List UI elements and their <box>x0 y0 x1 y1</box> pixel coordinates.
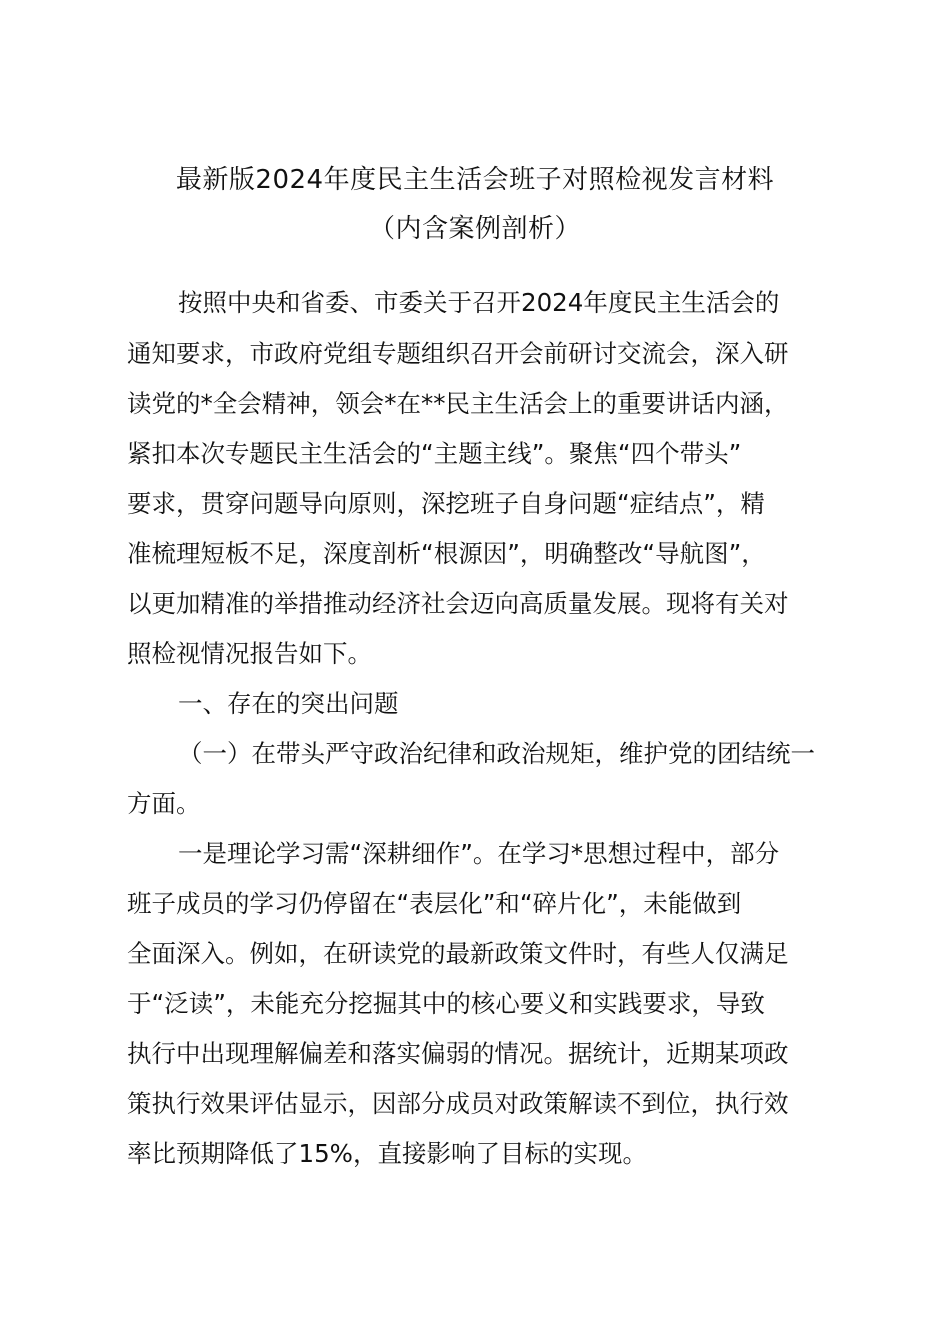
point-line: 一是理论学习需“深耕细作”。在学习*思想过程中，部分 <box>178 839 780 868</box>
subsection-heading-line: （一）在带头严守政治纪律和政治规矩，维护党的团结统一 <box>178 739 815 768</box>
intro-line: 读党的*全会精神，领会*在**民主生活会上的重要讲话内涵， <box>127 389 789 418</box>
point-line: 率比预期降低了15%，直接影响了目标的实现。 <box>127 1139 647 1168</box>
point-line: 于“泛读”，未能充分挖掘其中的核心要义和实践要求，导致 <box>127 989 765 1018</box>
point-line: 执行中出现理解偏差和落实偏弱的情况。据统计，近期某项政 <box>127 1039 789 1068</box>
document-title: 最新版2024年度民主生活会班子对照检视发言材料 <box>175 165 775 195</box>
intro-line: 照检视情况报告如下。 <box>127 639 372 668</box>
intro-line: 按照中央和省委、市委关于召开2024年度民主生活会的 <box>178 288 780 317</box>
point-line: 班子成员的学习仍停留在“表层化”和“碎片化”，未能做到 <box>127 889 742 918</box>
point-line: 策执行效果评估显示，因部分成员对政策解读不到位，执行效 <box>127 1089 789 1118</box>
intro-line: 准梳理短板不足，深度剖析“根源因”，明确整改“导航图”， <box>127 539 766 568</box>
intro-line: 紧扣本次专题民主生活会的“主题主线”。聚焦“四个带头” <box>127 439 742 468</box>
subsection-heading-line: 方面。 <box>127 789 201 818</box>
intro-line: 以更加精准的举措推动经济社会迈向高质量发展。现将有关对 <box>127 589 789 618</box>
point-line: 全面深入。例如，在研读党的最新政策文件时，有些人仅满足 <box>127 939 789 968</box>
section-heading: 一、存在的突出问题 <box>178 689 399 718</box>
document-subtitle: （内含案例剖析） <box>368 214 581 244</box>
intro-line: 通知要求，市政府党组专题组织召开会前研讨交流会，深入研 <box>127 339 789 368</box>
intro-line: 要求，贯穿问题导向原则，深挖班子自身问题“症结点”，精 <box>127 489 765 518</box>
